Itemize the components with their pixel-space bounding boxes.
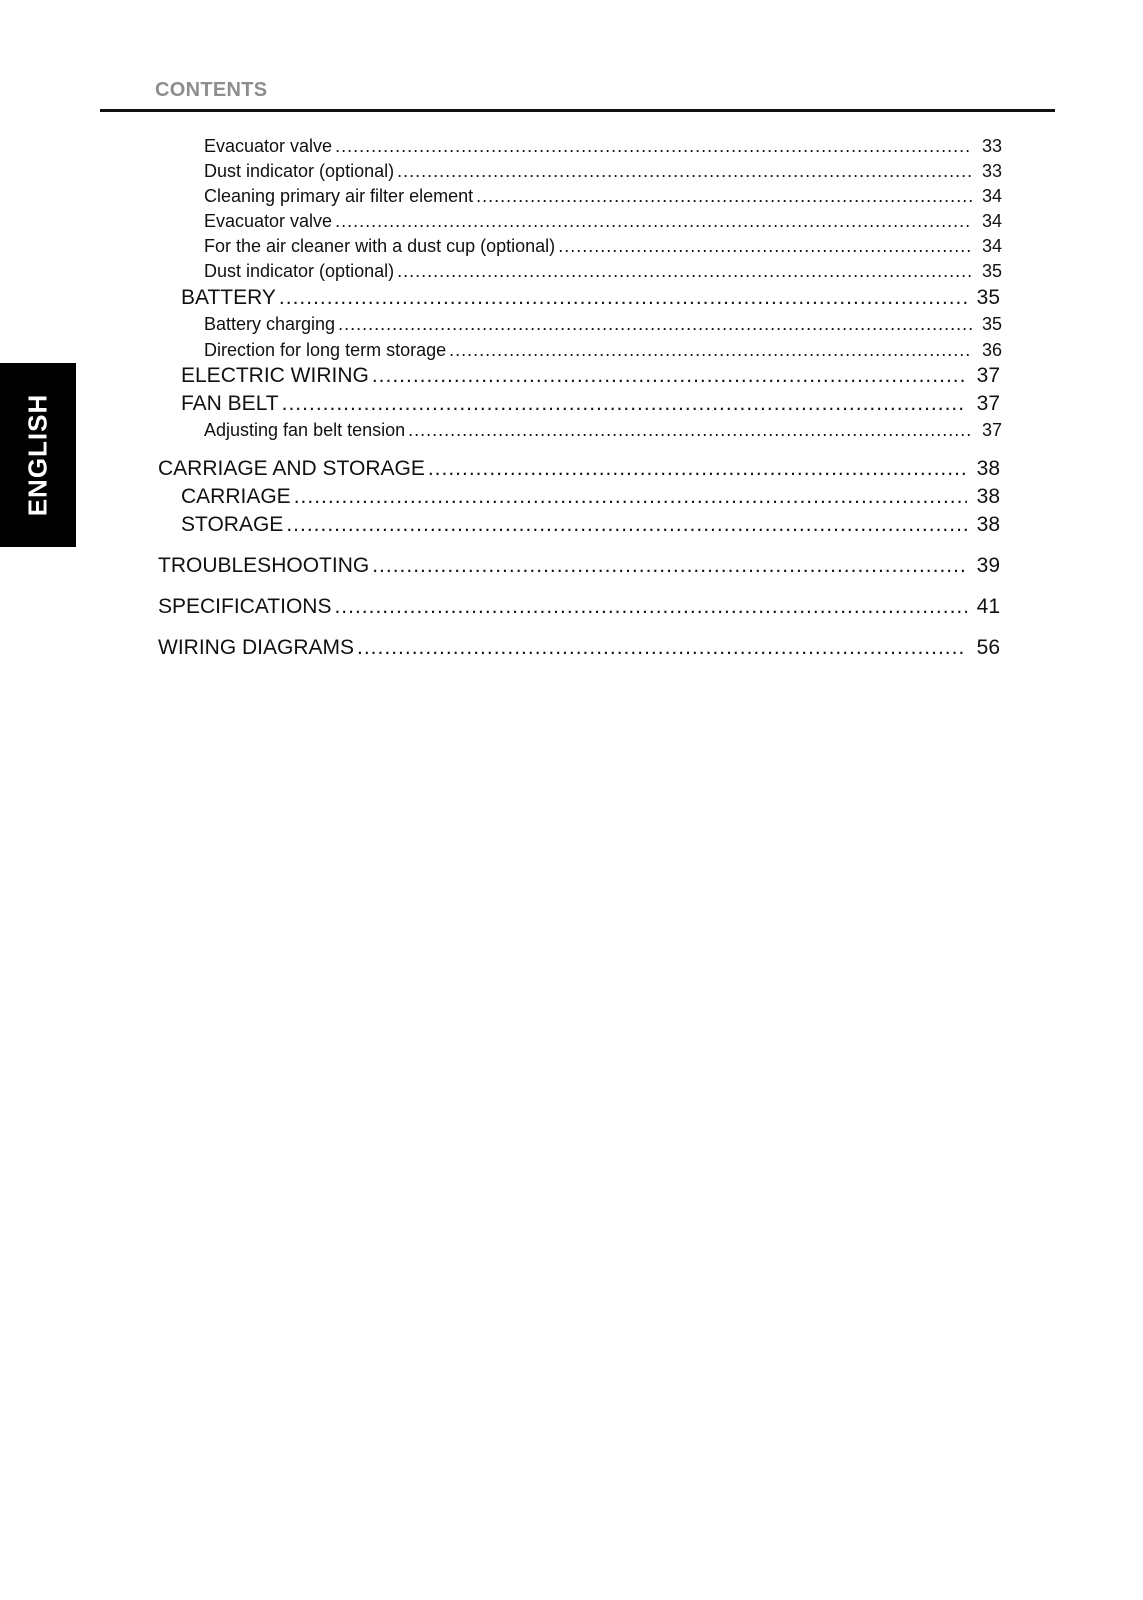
toc-entry[interactable] (204, 161, 1002, 182)
toc-entry-label: Battery charging (204, 314, 336, 334)
toc-leader-dots (449, 340, 972, 361)
toc-entry-page: 34 (981, 211, 1002, 231)
toc-leader-dots (397, 261, 972, 282)
language-tab-label: ENGLISH (22, 393, 53, 517)
toc-entry[interactable] (204, 136, 1002, 157)
toc-entry-page: 34 (981, 186, 1002, 206)
toc-entry-page: 35 (981, 261, 1002, 281)
toc-entry-page: 34 (981, 236, 1002, 256)
toc-leader-dots (335, 136, 972, 157)
toc-leader-dots (286, 513, 966, 537)
toc-entry[interactable] (204, 261, 1002, 282)
toc-leader-dots (476, 186, 972, 207)
toc-entry-page: 38 (976, 513, 1000, 536)
toc-entry-page: 36 (981, 340, 1002, 360)
toc-entry[interactable] (204, 236, 1002, 257)
toc-leader-dots (282, 392, 967, 416)
toc-entry[interactable] (204, 340, 1002, 361)
toc-entry-label: Dust indicator (optional) (204, 161, 395, 181)
toc-leader-dots (294, 485, 967, 509)
toc-entry-page: 38 (976, 457, 1000, 480)
toc-entry-label: FAN BELT (181, 392, 279, 415)
toc-entry[interactable] (204, 314, 1002, 335)
toc-entry-label: ELECTRIC WIRING (181, 364, 369, 387)
toc-entry[interactable] (181, 485, 1000, 509)
toc-entry-page: 37 (976, 364, 1000, 387)
language-side-tab (0, 363, 76, 547)
toc-entry-label: BATTERY (181, 286, 276, 309)
toc-leader-dots (357, 636, 967, 660)
toc-entry[interactable] (181, 286, 1000, 310)
toc-entry-label: SPECIFICATIONS (158, 595, 332, 618)
toc-entry[interactable] (158, 457, 1000, 481)
toc-entry[interactable] (204, 186, 1002, 207)
toc-entry[interactable] (204, 420, 1002, 441)
toc-leader-dots (338, 314, 972, 335)
toc-entry-page: 33 (981, 136, 1002, 156)
toc-entry[interactable] (181, 364, 1000, 388)
toc-entry[interactable] (158, 636, 1000, 660)
toc-leader-dots (372, 554, 966, 578)
toc-entry-page: 37 (981, 420, 1002, 440)
toc-entry-label: CARRIAGE (181, 485, 291, 508)
toc-entry-label: STORAGE (181, 513, 284, 536)
toc-entry-label: Dust indicator (optional) (204, 261, 395, 281)
toc-entry[interactable] (181, 392, 1000, 416)
toc-entry-page: 33 (981, 161, 1002, 181)
toc-entry-label: Adjusting fan belt tension (204, 420, 406, 440)
toc-leader-dots (279, 286, 967, 310)
toc-leader-dots (397, 161, 972, 182)
toc-entry-label: Evacuator valve (204, 211, 333, 231)
toc-entry-label: TROUBLESHOOTING (158, 554, 370, 577)
toc-leader-dots (558, 236, 972, 257)
toc-entry-page: 35 (981, 314, 1002, 334)
toc-entry[interactable] (181, 513, 1000, 537)
toc-entry-label: For the air cleaner with a dust cup (optional) (204, 236, 556, 256)
toc-entry-page: 41 (976, 595, 1000, 618)
page-header-title: CONTENTS (155, 79, 268, 101)
toc-leader-dots (408, 420, 972, 441)
toc-entry[interactable] (158, 595, 1000, 619)
toc-entry[interactable] (204, 211, 1002, 232)
toc-entry-label: Direction for long term storage (204, 340, 447, 360)
toc-entry[interactable] (158, 554, 1000, 578)
toc-entry-page: 38 (976, 485, 1000, 508)
toc-leader-dots (428, 457, 967, 481)
header-rule (100, 109, 1055, 112)
toc-entry-page: 39 (976, 554, 1000, 577)
toc-entry-label: Evacuator valve (204, 136, 333, 156)
toc-entry-page: 56 (976, 636, 1000, 659)
toc-entry-label: Cleaning primary air filter element (204, 186, 474, 206)
toc-entry-page: 37 (976, 392, 1000, 415)
toc-entry-label: CARRIAGE AND STORAGE (158, 457, 425, 480)
toc-entry-label: WIRING DIAGRAMS (158, 636, 355, 659)
toc-leader-dots (372, 364, 967, 388)
toc-leader-dots (334, 595, 966, 619)
toc-entry-page: 35 (976, 286, 1000, 309)
toc-leader-dots (335, 211, 972, 232)
